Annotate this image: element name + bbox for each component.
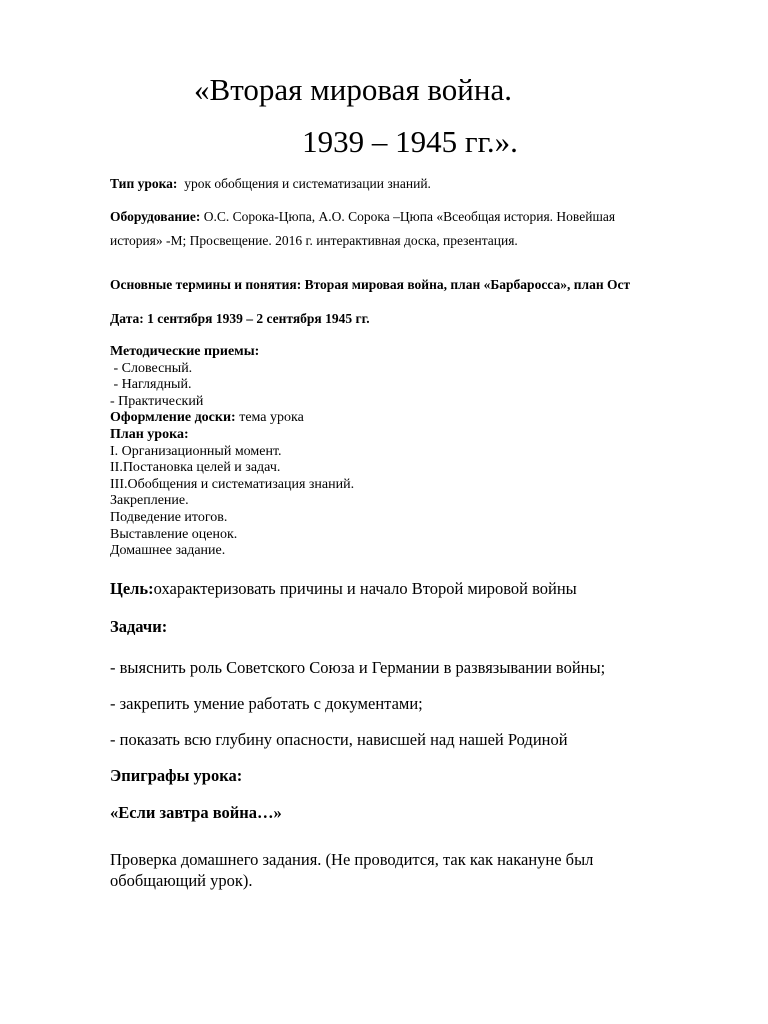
goal-label: Цель: <box>110 579 154 598</box>
equipment-value-line-2: история» -М; Просвещение. 2016 г. интерактивная доска, презентация. <box>110 233 518 248</box>
plan-item: I. Организационный момент. <box>110 443 282 459</box>
task-item: - выяснить роль Советского Союза и Германии в развязывании войны; <box>110 658 606 677</box>
lesson-type-value: урок обобщения и систематизации знаний. <box>177 176 431 191</box>
task-item: - закрепить умение работать с документами; <box>110 694 423 713</box>
plan-item: Выставление оценок. <box>110 526 238 542</box>
plan-item: III.Обобщения и систематизация знаний. <box>110 476 355 492</box>
methods-and-plan <box>110 344 720 560</box>
equipment-label: Оборудование: <box>110 209 201 224</box>
task-item: - показать всю глубину опасности, нависшей над нашей Родиной <box>110 730 568 749</box>
methods-item: - Наглядный. <box>110 377 192 393</box>
document-title-line-1: «Вторая мировая война. <box>194 72 512 107</box>
tasks-label: Задачи: <box>110 617 168 636</box>
methods-item: - Практический <box>110 393 204 409</box>
plan-item: Подведение итогов. <box>110 509 228 525</box>
equipment <box>110 205 720 253</box>
goal-value: охарактеризовать причины и начало Второй мировой войны <box>153 579 577 598</box>
board-design <box>110 410 720 427</box>
plan-item: Закрепление. <box>110 493 189 509</box>
lesson-type <box>110 175 720 192</box>
epigraph-quote <box>110 803 720 823</box>
plan-label: План урока: <box>110 426 189 442</box>
homework-check: Проверка домашнего задания. (Не проводится, так как накануне был обобщающий урок). <box>110 850 594 890</box>
epigraphs-label: Эпиграфы урока: <box>110 766 243 785</box>
methods-item: - Словесный. <box>110 360 193 376</box>
date-text: Дата: 1 сентября 1939 – 2 сентября 1945 гг. <box>110 311 370 326</box>
equipment-value-line-1: О.С. Сорока-Цюпа, А.О. Сорока –Цюпа «Всеобщая история. Новейшая <box>200 209 616 224</box>
methods-label: Методические приемы: <box>110 344 260 359</box>
board-value: тема урока <box>235 410 304 426</box>
date <box>110 310 720 327</box>
goal <box>110 579 720 599</box>
document-title-line-2: 1939 – 1945 гг.». <box>302 124 518 159</box>
plan-item: Домашнее задание. <box>110 543 226 559</box>
key-terms-text: Основные термины и понятия: Вторая мировая война, план «Барбаросса», план Ост <box>110 277 631 292</box>
key-terms <box>110 276 720 293</box>
plan-item: II.Постановка целей и задач. <box>110 460 281 476</box>
board-label: Оформление доски: <box>110 410 236 426</box>
tasks-heading <box>110 617 720 637</box>
epigraphs-heading <box>110 766 720 786</box>
lesson-type-label: Тип урока: <box>110 176 178 191</box>
epigraph-quote-text: «Если завтра война…» <box>110 803 282 822</box>
